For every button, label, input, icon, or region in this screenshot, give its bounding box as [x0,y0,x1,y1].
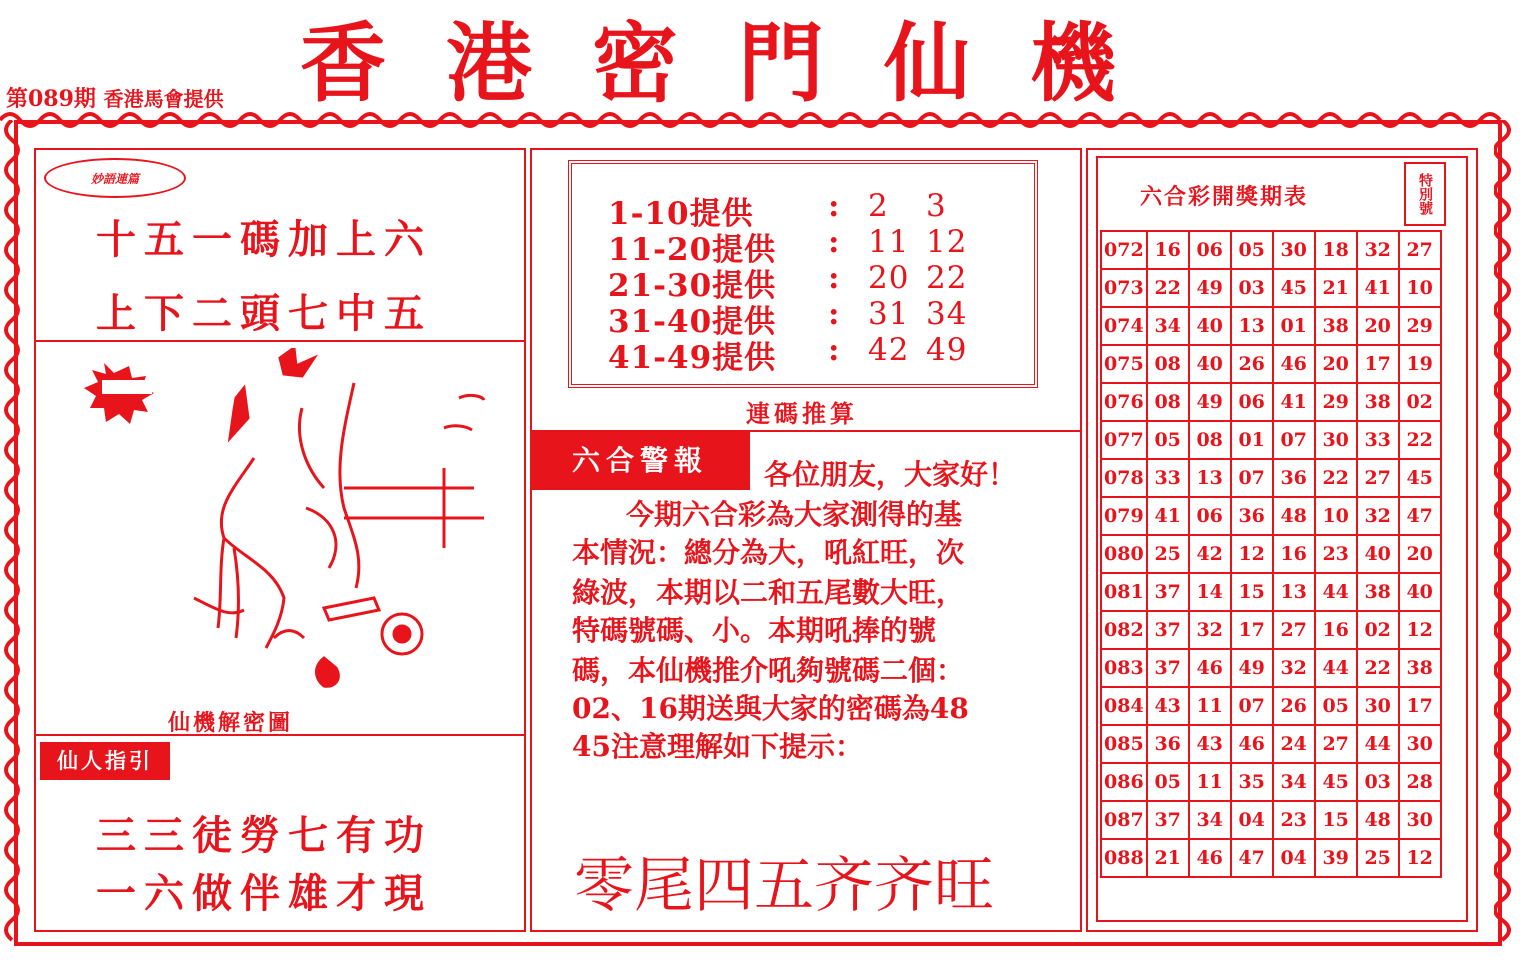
number-cell: 06 [1231,383,1273,421]
number-cell: 30 [1315,421,1357,459]
special-number-cell: 29 [1399,307,1441,345]
draw-number-cell: 086 [1101,763,1147,801]
number-cell: 44 [1357,725,1399,763]
draw-number-cell: 077 [1101,421,1147,459]
special-number-cell: 12 [1399,611,1441,649]
number-cell: 38 [1357,573,1399,611]
number-cell: 48 [1273,497,1315,535]
number-cell: 49 [1189,269,1231,307]
table-row [1101,839,1441,877]
number-cell: 16 [1273,535,1315,573]
number-cell: 23 [1273,801,1315,839]
draw-number-cell: 083 [1101,649,1147,687]
special-number-cell: 02 [1399,383,1441,421]
number-cell: 37 [1147,611,1189,649]
number-cell: 16 [1315,611,1357,649]
draw-number-cell: 087 [1101,801,1147,839]
ranges-list [608,188,1008,376]
results-table [1100,230,1442,878]
badge [44,158,186,198]
number-cell: 15 [1315,801,1357,839]
table-row [1101,383,1441,421]
table-title: 六合彩開獎期表 [1140,184,1309,210]
number-cell: 49 [1231,649,1273,687]
table-row [1101,725,1441,763]
number-cell: 07 [1231,459,1273,497]
special-number-cell: 30 [1399,725,1441,763]
number-cell: 38 [1357,383,1399,421]
draw-number-cell: 073 [1101,269,1147,307]
draw-number-cell: 072 [1101,231,1147,269]
number-cell: 20 [1357,307,1399,345]
special-label: 特別號 [1417,173,1433,215]
number-cell: 25 [1357,839,1399,877]
special-number-cell: 47 [1399,497,1441,535]
number-cell: 01 [1231,421,1273,459]
special-number-cell: 45 [1399,459,1441,497]
number-cell: 36 [1231,497,1273,535]
special-number-cell: 12 [1399,839,1441,877]
number-cell: 46 [1273,345,1315,383]
number-cell: 35 [1231,763,1273,801]
number-cell: 03 [1357,763,1399,801]
number-cell: 43 [1189,725,1231,763]
number-cell: 01 [1273,307,1315,345]
number-cell: 17 [1231,611,1273,649]
special-number-cell: 27 [1399,231,1441,269]
provider-label: 香港馬會提供 [103,87,224,111]
number-cell: 41 [1357,269,1399,307]
table-row [1101,459,1441,497]
number-cell: 36 [1273,459,1315,497]
number-cell: 33 [1357,421,1399,459]
number-cell: 02 [1357,611,1399,649]
number-cell: 21 [1315,269,1357,307]
table-row [1101,269,1441,307]
alert-line-7: 02、16期送與大家的密碼為48 [572,692,969,725]
draw-number-cell: 078 [1101,459,1147,497]
table-row [1101,345,1441,383]
number-cell: 11 [1189,763,1231,801]
number-cell: 46 [1189,649,1231,687]
number-cell: 37 [1147,649,1189,687]
number-cell: 38 [1315,307,1357,345]
alert-line-8: 45注意理解如下提示： [572,730,863,763]
poem-line-2: 上下二頭七中五 [96,290,432,337]
draw-number-cell: 079 [1101,497,1147,535]
number-cell: 43 [1147,687,1189,725]
table-row [1101,649,1441,687]
number-cell: 22 [1147,269,1189,307]
draw-number-cell: 084 [1101,687,1147,725]
number-cell: 46 [1231,725,1273,763]
number-cell: 21 [1147,839,1189,877]
number-cell: 05 [1315,687,1357,725]
number-cell: 07 [1231,687,1273,725]
number-cell: 41 [1147,497,1189,535]
number-cell: 22 [1357,649,1399,687]
alert-line-3: 本情況：總分為大，吼紅旺，次 [572,536,965,569]
draw-number-cell: 081 [1101,573,1147,611]
tip-text: 零尾四五齐齐旺 [574,851,994,921]
number-cell: 06 [1189,497,1231,535]
number-cell: 42 [1189,535,1231,573]
draw-number-cell: 085 [1101,725,1147,763]
table-row [1101,231,1441,269]
number-cell: 15 [1231,573,1273,611]
number-cell: 05 [1231,231,1273,269]
number-cell: 16 [1147,231,1189,269]
number-cell: 13 [1231,307,1273,345]
number-cell: 13 [1189,459,1231,497]
number-cell: 03 [1231,269,1273,307]
number-cell: 40 [1189,345,1231,383]
number-cell: 40 [1357,535,1399,573]
number-cell: 05 [1147,421,1189,459]
number-cell: 34 [1147,307,1189,345]
number-cell: 08 [1147,345,1189,383]
number-cell: 14 [1189,573,1231,611]
range-row: 31-40提供 : 31 34 [608,296,968,340]
number-cell: 47 [1231,839,1273,877]
number-cell: 17 [1357,345,1399,383]
guide-tag: 仙人指引 [40,742,170,780]
draw-number-cell: 082 [1101,611,1147,649]
table-row [1101,535,1441,573]
number-cell: 25 [1147,535,1189,573]
range-row: 1-10提供 : 2 3 [608,188,947,232]
number-cell: 18 [1315,231,1357,269]
poem-line-1: 十五一碼加上六 [96,216,432,263]
number-cell: 20 [1315,345,1357,383]
number-cell: 11 [1189,687,1231,725]
number-cell: 45 [1315,763,1357,801]
number-cell: 26 [1273,687,1315,725]
image-caption: 仙機解密圖 [168,710,294,736]
number-cell: 10 [1315,497,1357,535]
number-cell: 32 [1357,231,1399,269]
number-cell: 27 [1315,725,1357,763]
alert-line-2: 今期六合彩為大家測得的基 [626,498,963,531]
table-row [1101,497,1441,535]
number-cell: 04 [1231,801,1273,839]
special-number-cell: 10 [1399,269,1441,307]
number-cell: 04 [1273,839,1315,877]
number-cell: 26 [1231,345,1273,383]
number-cell: 27 [1357,459,1399,497]
table-row [1101,573,1441,611]
alert-line-5: 特碼號碼、小。本期吼捧的號 [572,614,937,647]
table-row [1101,421,1441,459]
alert-line-6: 碼，本仙機推介吼夠號碼二個： [572,654,965,687]
page-title: 香港密門仙機 [300,13,1176,114]
number-cell: 32 [1273,649,1315,687]
badge-label: 妙語連篇 [90,171,139,186]
table-row [1101,307,1441,345]
range-row: 21-30提供 : 20 22 [608,260,968,304]
number-cell: 41 [1273,383,1315,421]
guide-divider [34,734,526,736]
number-cell: 34 [1273,763,1315,801]
number-cell: 44 [1315,649,1357,687]
number-cell: 30 [1357,687,1399,725]
range-row: 11-20提供 : 11 12 [608,224,968,268]
table-row [1101,611,1441,649]
number-cell: 12 [1231,535,1273,573]
special-number-cell: 20 [1399,535,1441,573]
special-number-cell: 40 [1399,573,1441,611]
number-cell: 24 [1273,725,1315,763]
number-cell: 13 [1273,573,1315,611]
number-cell: 08 [1147,383,1189,421]
number-cell: 29 [1315,383,1357,421]
ranges-caption: 連碼推算 [746,399,858,428]
number-cell: 39 [1315,839,1357,877]
guide-line-2: 一六做伴雄才現 [96,870,432,917]
number-cell: 30 [1273,231,1315,269]
number-cell: 33 [1147,459,1189,497]
draw-number-cell: 074 [1101,307,1147,345]
alert-line-4: 綠波，本期以二和五尾數大旺， [572,576,965,609]
draw-number-cell: 088 [1101,839,1147,877]
guide-line-1: 三三徒勞七有功 [96,812,432,859]
table-row [1101,801,1441,839]
special-number-cell: 28 [1399,763,1441,801]
special-number-cell: 38 [1399,649,1441,687]
number-cell: 45 [1273,269,1315,307]
table-row [1101,687,1441,725]
special-number-cell: 22 [1399,421,1441,459]
number-cell: 27 [1273,611,1315,649]
number-cell: 34 [1189,801,1231,839]
number-cell: 32 [1357,497,1399,535]
number-cell: 06 [1189,231,1231,269]
number-cell: 49 [1189,383,1231,421]
alert-line-1: 各位朋友，大家好！ [764,458,1017,491]
number-cell: 46 [1189,839,1231,877]
number-cell: 40 [1189,307,1231,345]
issue-number: 第089期 [6,86,96,112]
range-row: 41-49提供 : 42 49 [608,332,968,376]
draw-number-cell: 076 [1101,383,1147,421]
poem-divider [34,340,526,342]
number-cell: 44 [1315,573,1357,611]
illustration [44,348,514,703]
number-cell: 07 [1273,421,1315,459]
number-cell: 36 [1147,725,1189,763]
alert-tag: 六合警報 [530,432,750,490]
special-number-cell: 17 [1399,687,1441,725]
number-cell: 48 [1357,801,1399,839]
number-cell: 37 [1147,801,1189,839]
special-label-box [1404,162,1446,226]
table-row [1101,763,1441,801]
number-cell: 08 [1189,421,1231,459]
draw-number-cell: 075 [1101,345,1147,383]
number-cell: 32 [1189,611,1231,649]
special-number-cell: 19 [1399,345,1441,383]
sketch [194,348,484,686]
special-number-cell: 30 [1399,801,1441,839]
number-cell: 23 [1315,535,1357,573]
number-cell: 22 [1315,459,1357,497]
number-cell: 05 [1147,763,1189,801]
number-cell: 37 [1147,573,1189,611]
draw-number-cell: 080 [1101,535,1147,573]
